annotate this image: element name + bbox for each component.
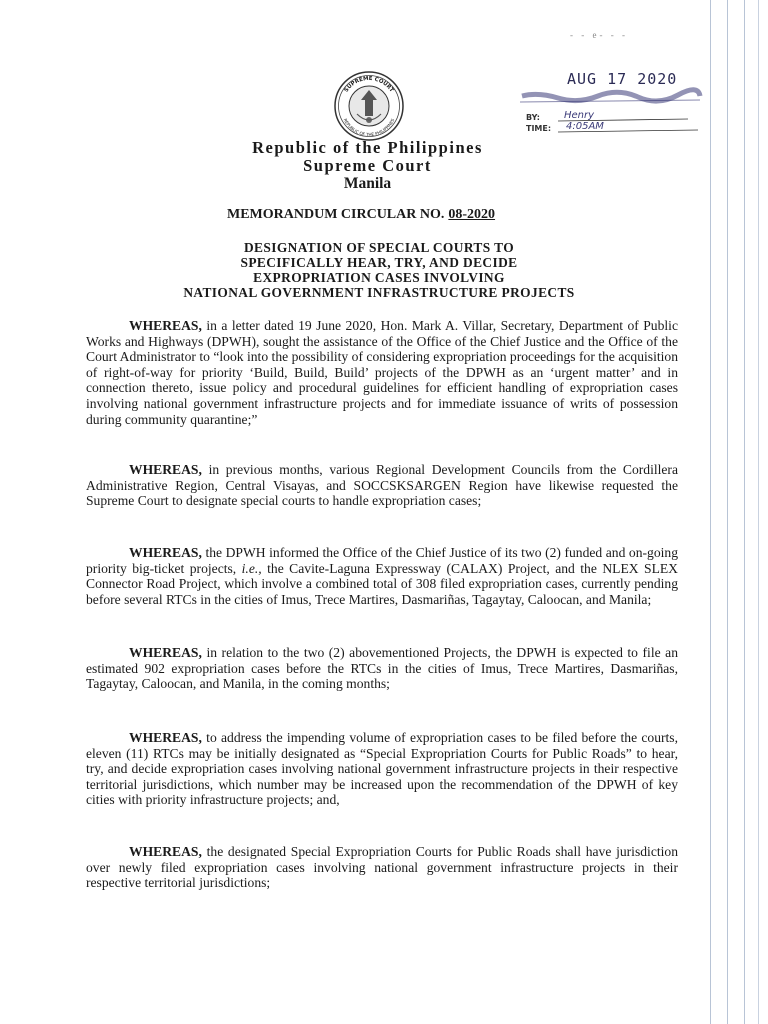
paragraph-lead: WHEREAS, [129,645,202,660]
whereas-paragraph [86,545,678,607]
heading-republic: Republic of the Philippines [252,138,483,157]
memo-label: MEMORANDUM CIRCULAR NO. [227,207,445,222]
stamp-by-label: BY: [526,113,540,122]
stamp-time-label: TIME: [526,124,552,133]
whereas-paragraph [86,645,678,692]
whereas-paragraph [86,462,678,509]
heading-city: Manila [343,175,392,192]
scan-edge-line [744,0,745,1024]
paragraph-text: to address the impending volume of expropriation cases to be filed before the courts, eleven (11) RTCs may be initially designated as “Special Expropriation Courts for Public Roads” to hear, try, and decide expropriation cases involving national government infrastructure projects in their respective territorial jurisdictions, which number may be increased upon the recommendation of the DPWH of key cities with priority infrastructure projects; and, [86,730,678,808]
whereas-paragraph [86,730,678,808]
supreme-court-seal-icon [333,70,405,142]
scan-edge-line [758,0,759,1024]
paragraph-lead: WHEREAS, [129,844,202,859]
whereas-paragraph [86,844,678,891]
memo-number: 08-2020 [448,207,496,222]
paragraph-italic: i.e., [241,560,262,576]
stamp-time-handwritten: 4:05AM [566,121,604,132]
title-line: EXPROPRIATION CASES INVOLVING [253,270,505,285]
paragraph-text: in a letter dated 19 June 2020, Hon. Mark A. Villar, Secretary, Department of Public Works and Highways (DPWH), sought the assistance of the Office of the Chief Justice and the Office of the Court Administrator to “look into the possibility of considering expropriation proceedings for the acquisition of right-of-way for priority ‘Build, Build, Build’ projects of the DPWH as an ‘urgent matter’ and in connection thereto, issue policy and procedural guidelines for efficient handling of expropriation cases involving national government infrastructure projects and for immediate issuance of writs of possession during community quarantine;” [86,318,678,427]
title-line: NATIONAL GOVERNMENT INFRASTRUCTURE PROJECTS [183,285,575,300]
paragraph-text: the designated Special Expropriation Courts for Public Roads shall have jurisdiction over newly filed expropriation cases involving national government infrastructure projects in their respective territorial jurisdictions; [86,844,679,891]
scan-marks: - - e- - - [570,30,628,40]
paragraph-text: in relation to the two (2) abovementioned Projects, the DPWH is expected to file an estimated 902 expropriation cases before the RTCs in the cities of Imus, Trece Martires, Dasmariñas, Tagaytay, Caloocan, and Manila, in the coming months; [86,645,678,692]
paragraph-lead: WHEREAS, [129,545,202,560]
seal-text-bottom: REPUBLIC OF THE PHILIPPINES [342,117,396,138]
seal-text-top: SUPREME COURT [343,75,395,94]
stamp-date: AUG 17 2020 [567,70,678,88]
stamp-by-signature: Henry [564,110,595,121]
title-line: DESIGNATION OF SPECIAL COURTS TO [243,240,515,255]
heading-court: Supreme Court [303,156,432,175]
paragraph-text: in previous months, various Regional Development Councils from the Cordillera Administrative Region, Central Visayas, and SOCCSKSARGEN Region have likewise requested the Supreme Court to designate special courts to handle expropriation cases; [86,462,678,509]
whereas-paragraph [86,318,678,427]
paragraph-lead: WHEREAS, [129,462,202,477]
paragraph-lead: WHEREAS, [129,730,202,745]
paragraph-text: the Cavite-Laguna Expressway (CALAX) Project, and the NLEX SLEX Connector Road Project, which involve a combined total of 308 filed expropriation cases, currently pending before several RTCs in the cities of Imus, Trece Martires, Dasmariñas, Tagaytay, Caloocan, and Manila; [86,560,679,607]
title-line: SPECIFICALLY HEAR, TRY, AND DECIDE [240,255,518,270]
paragraph-lead: WHEREAS, [129,318,202,333]
memo-number-line [227,207,495,223]
paragraph-text: the DPWH informed the Office of the Chief Justice of its two (2) funded and on-going priority big-ticket projects, [86,545,679,576]
